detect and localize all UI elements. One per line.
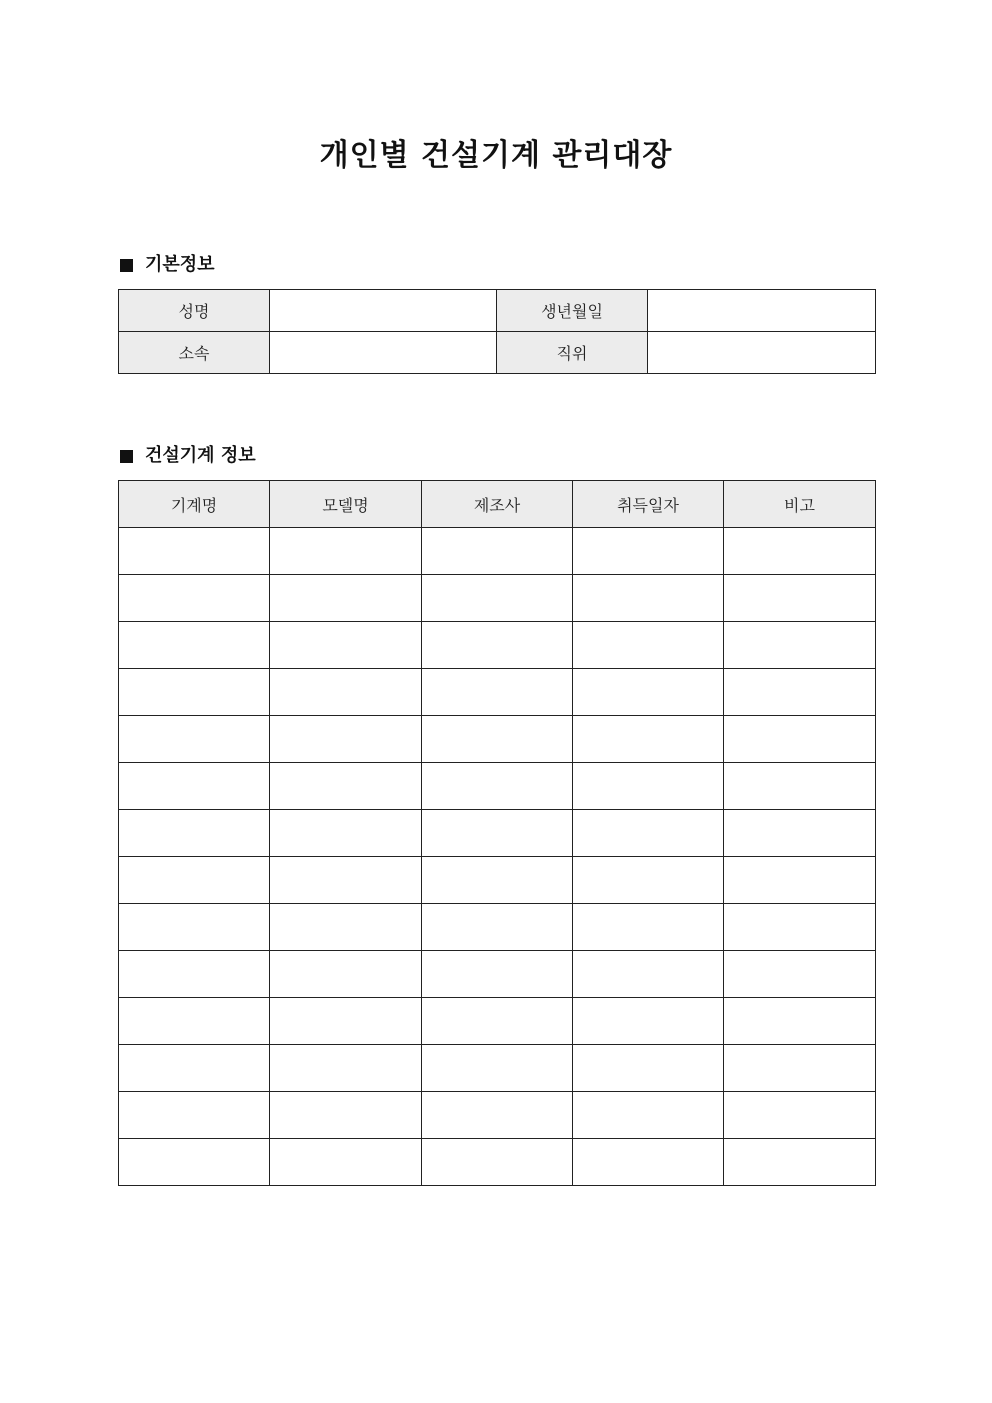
birthdate-label: 생년월일 [497, 290, 648, 332]
acquisition-date-cell[interactable] [573, 763, 724, 810]
model-name-cell[interactable] [270, 763, 422, 810]
acquisition-date-cell[interactable] [573, 669, 724, 716]
position-field[interactable] [648, 332, 876, 374]
section-heading-label: 기본정보 [145, 254, 215, 275]
column-header-model-name: 모델명 [270, 481, 422, 528]
model-name-cell[interactable] [270, 622, 422, 669]
model-name-cell[interactable] [270, 528, 422, 575]
machine-name-cell[interactable] [119, 716, 270, 763]
acquisition-date-cell[interactable] [573, 1092, 724, 1139]
manufacturer-cell[interactable] [422, 716, 573, 763]
column-header-acquisition-date: 취득일자 [573, 481, 724, 528]
column-header-machine-name: 기계명 [119, 481, 270, 528]
section-heading-basic-info [120, 253, 215, 277]
remarks-cell[interactable] [724, 716, 876, 763]
acquisition-date-cell[interactable] [573, 575, 724, 622]
section-heading-machine-info [120, 444, 256, 468]
manufacturer-cell[interactable] [422, 1045, 573, 1092]
table-row [119, 290, 876, 332]
acquisition-date-cell[interactable] [573, 951, 724, 998]
model-name-cell[interactable] [270, 810, 422, 857]
remarks-cell[interactable] [724, 857, 876, 904]
acquisition-date-cell[interactable] [573, 622, 724, 669]
table-row [119, 1139, 876, 1186]
machine-name-cell[interactable] [119, 622, 270, 669]
acquisition-date-cell[interactable] [573, 528, 724, 575]
table-row [119, 332, 876, 374]
acquisition-date-cell[interactable] [573, 1139, 724, 1186]
acquisition-date-cell[interactable] [573, 904, 724, 951]
model-name-cell[interactable] [270, 1092, 422, 1139]
manufacturer-cell[interactable] [422, 810, 573, 857]
model-name-cell[interactable] [270, 575, 422, 622]
manufacturer-cell[interactable] [422, 1092, 573, 1139]
manufacturer-cell[interactable] [422, 622, 573, 669]
remarks-cell[interactable] [724, 528, 876, 575]
remarks-cell[interactable] [724, 575, 876, 622]
model-name-cell[interactable] [270, 857, 422, 904]
machine-name-cell[interactable] [119, 857, 270, 904]
manufacturer-cell[interactable] [422, 857, 573, 904]
model-name-cell[interactable] [270, 904, 422, 951]
table-row [119, 622, 876, 669]
table-row [119, 1092, 876, 1139]
remarks-cell[interactable] [724, 810, 876, 857]
manufacturer-cell[interactable] [422, 998, 573, 1045]
name-field[interactable] [270, 290, 497, 332]
machine-name-cell[interactable] [119, 763, 270, 810]
remarks-cell[interactable] [724, 622, 876, 669]
table-row [119, 575, 876, 622]
machine-name-cell[interactable] [119, 904, 270, 951]
manufacturer-cell[interactable] [422, 669, 573, 716]
model-name-cell[interactable] [270, 669, 422, 716]
machine-name-cell[interactable] [119, 669, 270, 716]
machine-info-table [118, 480, 876, 1186]
acquisition-date-cell[interactable] [573, 857, 724, 904]
manufacturer-cell[interactable] [422, 904, 573, 951]
table-row [119, 998, 876, 1045]
column-header-manufacturer: 제조사 [422, 481, 573, 528]
model-name-cell[interactable] [270, 998, 422, 1045]
square-bullet-icon [120, 259, 133, 272]
machine-table-body [119, 528, 876, 1186]
table-row [119, 857, 876, 904]
table-header-row [119, 481, 876, 528]
remarks-cell[interactable] [724, 1139, 876, 1186]
table-row [119, 1045, 876, 1092]
table-row [119, 904, 876, 951]
acquisition-date-cell[interactable] [573, 716, 724, 763]
model-name-cell[interactable] [270, 951, 422, 998]
machine-name-cell[interactable] [119, 528, 270, 575]
machine-name-cell[interactable] [119, 1092, 270, 1139]
birthdate-field[interactable] [648, 290, 876, 332]
machine-name-cell[interactable] [119, 1139, 270, 1186]
manufacturer-cell[interactable] [422, 763, 573, 810]
affiliation-label: 소속 [119, 332, 270, 374]
model-name-cell[interactable] [270, 716, 422, 763]
remarks-cell[interactable] [724, 1045, 876, 1092]
remarks-cell[interactable] [724, 998, 876, 1045]
affiliation-field[interactable] [270, 332, 497, 374]
column-header-remarks: 비고 [724, 481, 876, 528]
table-row [119, 951, 876, 998]
name-label: 성명 [119, 290, 270, 332]
position-label: 직위 [497, 332, 648, 374]
remarks-cell[interactable] [724, 951, 876, 998]
table-row [119, 763, 876, 810]
manufacturer-cell[interactable] [422, 575, 573, 622]
remarks-cell[interactable] [724, 904, 876, 951]
machine-name-cell[interactable] [119, 1045, 270, 1092]
acquisition-date-cell[interactable] [573, 1045, 724, 1092]
remarks-cell[interactable] [724, 669, 876, 716]
page-title: 개인별 건설기계 관리대장 [319, 138, 673, 173]
machine-name-cell[interactable] [119, 810, 270, 857]
table-row [119, 528, 876, 575]
manufacturer-cell[interactable] [422, 528, 573, 575]
table-row [119, 810, 876, 857]
machine-name-cell[interactable] [119, 998, 270, 1045]
machine-name-cell[interactable] [119, 575, 270, 622]
model-name-cell[interactable] [270, 1045, 422, 1092]
acquisition-date-cell[interactable] [573, 998, 724, 1045]
section-heading-label: 건설기계 정보 [145, 445, 256, 466]
model-name-cell[interactable] [270, 1139, 422, 1186]
table-row [119, 669, 876, 716]
acquisition-date-cell[interactable] [573, 810, 724, 857]
remarks-cell[interactable] [724, 763, 876, 810]
basic-info-table [118, 289, 876, 374]
machine-name-cell[interactable] [119, 951, 270, 998]
square-bullet-icon [120, 450, 133, 463]
manufacturer-cell[interactable] [422, 951, 573, 998]
manufacturer-cell[interactable] [422, 1139, 573, 1186]
remarks-cell[interactable] [724, 1092, 876, 1139]
table-row [119, 716, 876, 763]
